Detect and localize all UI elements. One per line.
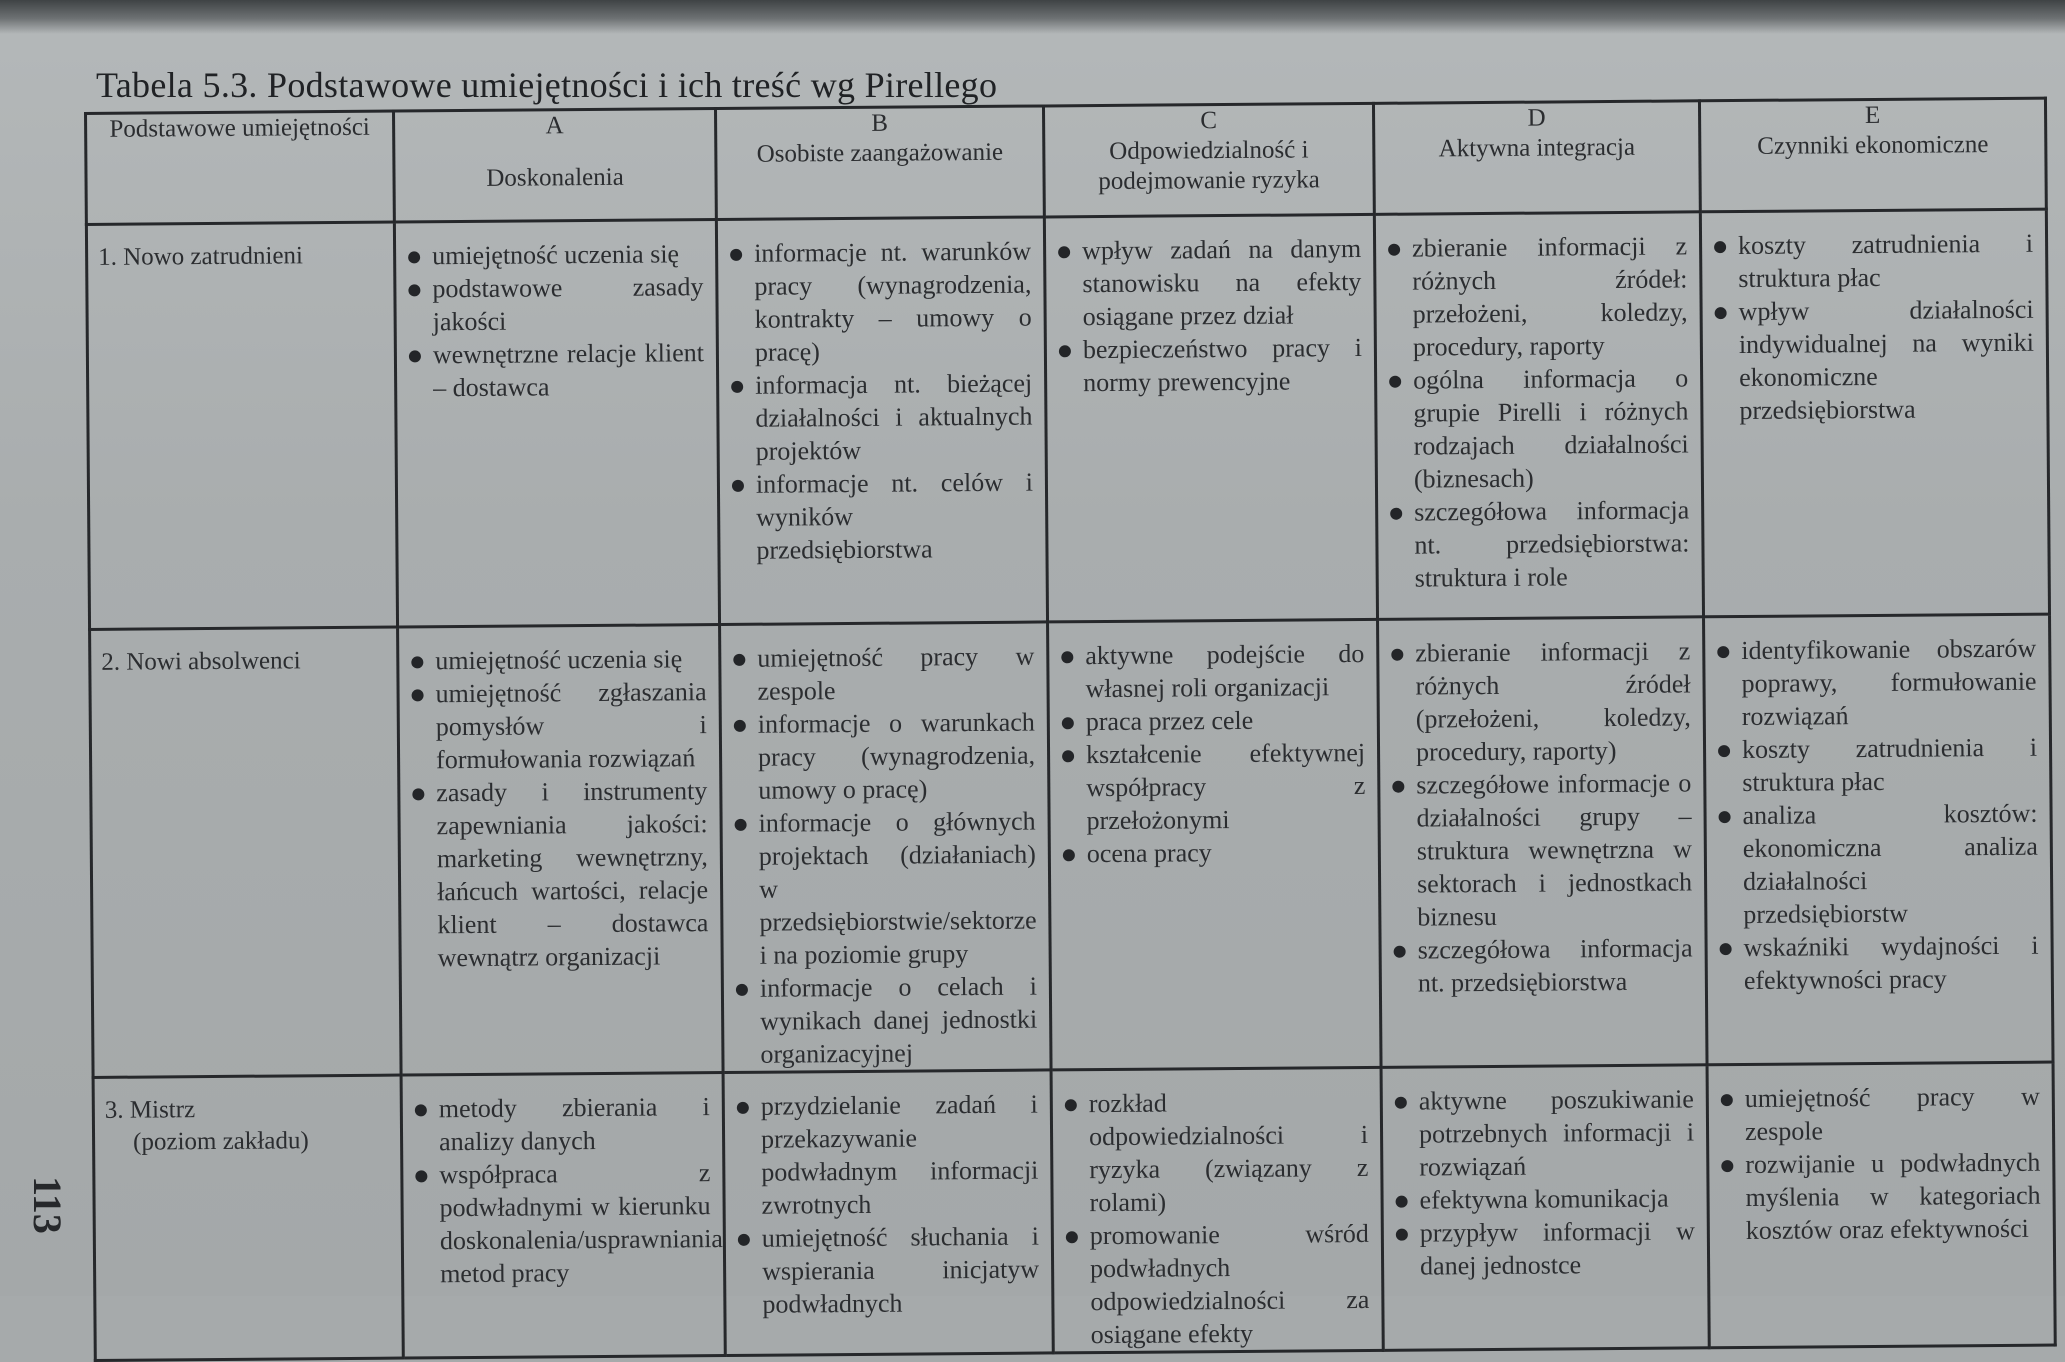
list-item: umiejętność uczenia się [432, 237, 703, 272]
list-item: ogólna informacja o grupie Pirelli i różnych rodzajach działalności (biznesach) [1413, 363, 1689, 494]
header-col-letter: D [1527, 104, 1546, 132]
header-col-title: Czynniki ekonomiczne [1757, 131, 1989, 160]
header-col-b [715, 106, 1044, 220]
list-item: ocena pracy [1087, 835, 1366, 870]
page-top-shadow [0, 0, 2065, 34]
header-col-d [1373, 101, 1700, 215]
table-cell [398, 625, 724, 1076]
bullet-list [1046, 216, 1374, 400]
list-item: kształcenie efektywnej współpracy z przełożonymi [1085, 737, 1366, 836]
bullet-list [725, 1071, 1052, 1321]
list-item: wpływ działalności indywidualnej na wyniki ekonomiczne przedsiębiorstwa [1738, 294, 2034, 426]
list-item: umiejętność zgłaszania pomysłów i formułowania rozwiązań [435, 677, 707, 775]
header-row [86, 98, 2047, 224]
bullet-list [1705, 616, 2051, 998]
header-col-title: Aktywna integracja [1438, 133, 1636, 163]
list-item: umiejętność pracy w zespole [757, 641, 1035, 706]
table-cell [1700, 209, 2049, 617]
list-item: szczegółowe informacje o działalności grupy – struktura wewnętrzna w sektorach i jednostkach biznesu [1416, 768, 1693, 932]
list-item: praca przez cele [1086, 703, 1365, 738]
row-label-secondary: (poziom zakładu) [132, 1127, 309, 1156]
list-item: wpływ zadań na danym stanowisku na efekty osiągane przez dział [1082, 233, 1362, 332]
table-row [93, 1062, 2055, 1360]
list-item: informacje nt. celów i wyników przedsiębiorstwa [755, 467, 1034, 565]
list-item: wewnętrzne relacje klient – dostawca [432, 338, 705, 403]
list-item: zbieranie informacji z różnych źródeł (przełożeni, koledzy, procedury, raporty) [1415, 636, 1691, 767]
table-cell [1048, 619, 1382, 1070]
table-cell [720, 622, 1052, 1073]
list-item: przypływ informacji w danej jednostce [1419, 1216, 1695, 1281]
header-col-letter: C [1200, 107, 1218, 135]
list-item: zasady i instrumenty zapewniania jakości: marketing wewnętrzny, łańcuch wartości, relacje klient – dostawca wewnątrz organizacji [436, 776, 709, 973]
bullet-list [1379, 618, 1705, 1000]
list-item: efektywna komunikacja [1419, 1181, 1694, 1216]
list-item: informacja nt. bieżącej działalności i aktualnych projektów [755, 368, 1033, 466]
row-label-cell [86, 222, 397, 629]
bullet-list [1709, 1064, 2053, 1248]
bullet-list [396, 221, 716, 404]
table-cell [1044, 214, 1377, 622]
list-item: informacje nt. warunków pracy (wynagrodzenia, kontrakty – umowy o pracę) [754, 236, 1032, 367]
list-item: umiejętność słuchania i wspierania inicjatyw podwładnych [761, 1221, 1040, 1319]
list-item: bezpieczeństwo pracy i normy prewencyjne [1082, 332, 1363, 398]
list-item: koszty zatrudnienia i struktura płac [1737, 228, 2034, 294]
skills-table [84, 97, 2057, 1362]
list-item: informacje o głównych projektach (działaniach) w przedsiębiorstwie/sektorze i na poziomie grupy [758, 806, 1037, 970]
list-item: promowanie wśród podwładnych odpowiedzialności za osiągane efekty [1089, 1218, 1370, 1350]
row-label: 3. Mistrz [104, 1096, 196, 1124]
table-cell [1378, 617, 1708, 1068]
bullet-list [399, 626, 721, 974]
bullet-list [1049, 621, 1378, 871]
table-cell [394, 220, 719, 628]
header-basic-skills [86, 111, 395, 224]
list-item: szczegółowa informacja nt. przedsiębiorstwa [1417, 933, 1693, 998]
list-item: informacje o celach i wynikach danej jednostki organizacyjnej [759, 971, 1038, 1069]
list-item: aktywne poszukiwanie potrzebnych informacji i rozwiązań [1418, 1084, 1695, 1182]
header-col-a [394, 109, 717, 223]
list-item: identyfikowanie obszarów poprawy, formułowanie rozwiązań [1741, 633, 2037, 731]
list-item: podstawowe zasady jakości [432, 272, 704, 337]
list-item: koszty zatrudnienia i struktura płac [1741, 732, 2038, 797]
table-body [86, 209, 2055, 1360]
list-item: analiza kosztów: ekonomiczna analiza działalności przedsiębiorstw [1742, 798, 2038, 929]
table-cell [716, 217, 1047, 625]
list-item: informacje o warunkach pracy (wynagrodzenia, umowy o pracę) [757, 707, 1036, 805]
header-col-c [1043, 103, 1374, 217]
row-label: 2. Nowi absolwenci [101, 647, 301, 676]
table-cell [1374, 212, 1703, 620]
header-basic-skills-label: Podstawowe umiejętności [109, 113, 370, 143]
bullet-list [1383, 1066, 1708, 1283]
header-col-letter: B [871, 109, 889, 137]
table-cell [1381, 1065, 1709, 1351]
table-cell [401, 1073, 725, 1359]
header-col-e [1699, 98, 2046, 212]
header-col-title: Odpowiedzialność i podejmowanie ryzyka [1098, 136, 1320, 196]
bullet-list [403, 1074, 724, 1290]
table-row [86, 209, 2049, 629]
list-item: umiejętność pracy w zespole [1744, 1081, 2040, 1146]
header-col-letter: A [545, 112, 564, 140]
list-item: metody zbierania i analizy danych [438, 1092, 710, 1157]
table-cell [1707, 1062, 2055, 1348]
bullet-list [718, 218, 1046, 567]
page-number: 113 [25, 1176, 71, 1234]
list-item: wskaźniki wydajności i efektywności pracy [1743, 930, 2039, 995]
list-item: rozkład odpowiedzialności i ryzyka (związany z rolami) [1089, 1085, 1369, 1219]
list-item: współpraca z podwładnymi w kierunku doskonalenia/usprawniania metod pracy [439, 1158, 724, 1289]
table-cell [723, 1070, 1053, 1356]
table-row [90, 614, 2053, 1077]
list-item: umiejętność uczenia się [435, 642, 706, 677]
bullet-list [1376, 213, 1702, 595]
row-label: 1. Nowo zatrudnieni [98, 242, 304, 271]
table-cell [1051, 1067, 1383, 1353]
list-item: zbieranie informacji z różnych źródeł: przełożeni, koledzy, procedury, raporty [1411, 231, 1688, 362]
list-item: aktywne podejście do własnej roli organizacji [1085, 638, 1365, 704]
header-col-letter: E [1864, 101, 1881, 130]
list-item: szczegółowa informacja nt. przedsiębiorstwa: struktura i role [1414, 495, 1690, 593]
row-label-cell [90, 627, 402, 1077]
list-item: rozwijanie u podwładnych myślenia w kategoriach kosztów oraz efektywności [1745, 1147, 2041, 1245]
bullet-list [1053, 1069, 1382, 1352]
bullet-list [1702, 211, 2047, 428]
table-cell [1704, 614, 2054, 1065]
row-label-cell [93, 1075, 403, 1360]
bullet-list [721, 623, 1049, 1071]
table-caption: Tabela 5.3. Podstawowe umiejętności i ich treść wg Pirellego [96, 65, 998, 105]
list-item: przydzielanie zadań i przekazywanie podwładnym informacji zwrotnych [760, 1089, 1039, 1220]
header-col-title: Doskonalenia [486, 163, 624, 192]
header-col-title: Osobiste zaangażowanie [756, 138, 1004, 168]
